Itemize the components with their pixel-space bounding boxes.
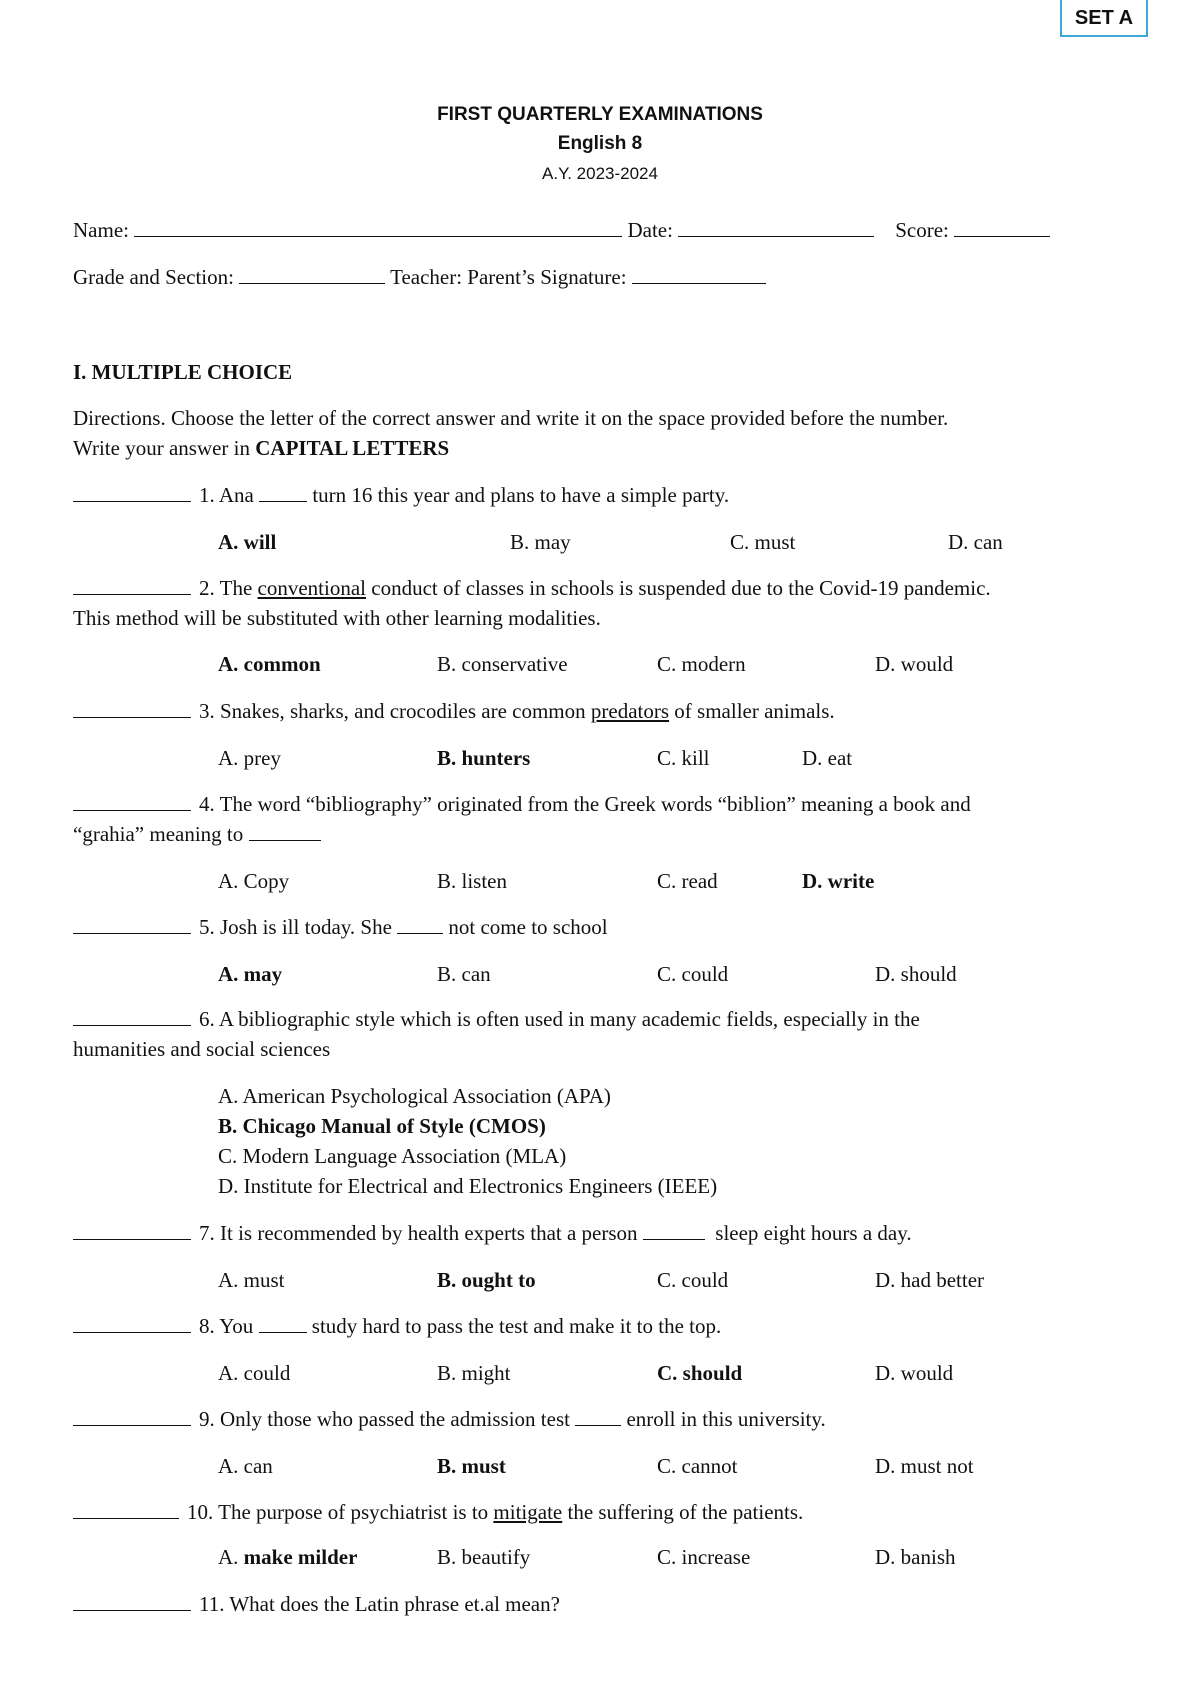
- answer-blank-10[interactable]: [73, 1500, 179, 1519]
- answer-blank-9[interactable]: [73, 1407, 191, 1426]
- grade-label: Grade and Section:: [73, 265, 234, 289]
- q4-line-2: [73, 822, 321, 847]
- q4-line-2-text: “grahia” meaning to: [73, 822, 244, 846]
- q4-option-b: B. listen: [437, 869, 508, 893]
- q1-text-a: 1. Ana: [199, 483, 260, 507]
- q1-text-b: turn 16 this year and plans to have a simple party.: [307, 483, 730, 507]
- question-10: [73, 1500, 803, 1525]
- question-1: [73, 483, 729, 508]
- q10-option-c: C. increase: [657, 1545, 751, 1569]
- q6-option-c: C. Modern Language Association (MLA): [218, 1144, 567, 1168]
- q1-option-b: B. may: [510, 530, 571, 554]
- q6-line-2: humanities and social sciences: [73, 1037, 331, 1061]
- answer-blank-5[interactable]: [73, 915, 191, 934]
- question-8: [73, 1314, 721, 1339]
- q8-option-d: D. would: [875, 1361, 954, 1385]
- q10-option-a-text: make milder: [243, 1545, 358, 1569]
- q10-option-a: [218, 1545, 357, 1570]
- q3-option-d: D. eat: [802, 746, 853, 770]
- q3-option-b: B. hunters: [437, 746, 531, 770]
- score-blank[interactable]: [954, 218, 1050, 237]
- q8-text-a: 8. You: [199, 1314, 259, 1338]
- question-3: [73, 699, 835, 724]
- q2-option-d: D. would: [875, 652, 954, 676]
- q1-option-c: C. must: [730, 530, 796, 554]
- q9-option-c: C. cannot: [657, 1454, 738, 1478]
- question-2: [73, 576, 991, 601]
- exam-subject: English 8: [557, 133, 643, 154]
- q9-option-a: A. can: [218, 1454, 273, 1478]
- q7-text-b: sleep eight hours a day.: [710, 1221, 912, 1245]
- info-line-2: [73, 265, 766, 290]
- q3-underlined-word: predators: [590, 699, 670, 723]
- q9-fill-blank: [575, 1407, 621, 1426]
- name-label: Name:: [73, 218, 129, 242]
- directions-text: Write your answer in: [73, 436, 256, 460]
- q3-text-b: of smaller animals.: [669, 699, 835, 723]
- q2-underlined-word: conventional: [257, 576, 366, 600]
- q8-option-b: B. might: [437, 1361, 511, 1385]
- q10-option-d: D. banish: [875, 1545, 956, 1569]
- grade-blank[interactable]: [239, 265, 385, 284]
- question-9: [73, 1407, 826, 1432]
- q4-text-a: 4. The word “bibliography” originated from the Greek words “biblion” meaning a book and: [199, 792, 971, 816]
- set-label: SET A: [1060, 0, 1148, 37]
- q3-option-c: C. kill: [657, 746, 710, 770]
- q2-text-b: conduct of classes in schools is suspended due to the Covid-19 pandemic.: [366, 576, 991, 600]
- exam-year: A.Y. 2023-2024: [542, 164, 658, 183]
- answer-blank-2[interactable]: [73, 576, 191, 595]
- q7-option-a: A. must: [218, 1268, 285, 1292]
- question-11: [73, 1592, 560, 1617]
- q2-text-a: 2. The: [199, 576, 258, 600]
- name-blank[interactable]: [134, 218, 622, 237]
- q8-text-b: study hard to pass the test and make it to the top.: [306, 1314, 722, 1338]
- q7-text-a: 7. It is recommended by health experts that a person: [199, 1221, 643, 1245]
- answer-blank-1[interactable]: [73, 483, 191, 502]
- question-4: [73, 792, 971, 817]
- answer-blank-3[interactable]: [73, 699, 191, 718]
- q2-option-a: A. common: [218, 652, 321, 676]
- question-5: [73, 915, 608, 940]
- q7-option-c: C. could: [657, 1268, 729, 1292]
- answer-blank-11[interactable]: [73, 1592, 191, 1611]
- q3-text-a: 3. Snakes, sharks, and crocodiles are common: [199, 699, 591, 723]
- q2-option-b: B. conservative: [437, 652, 568, 676]
- q8-option-c: C. should: [657, 1361, 743, 1385]
- directions-line-1: Directions. Choose the letter of the correct answer and write it on the space provided before the number.: [73, 406, 949, 430]
- section-title: I. MULTIPLE CHOICE: [73, 360, 293, 384]
- exam-title: FIRST QUARTERLY EXAMINATIONS: [437, 104, 763, 125]
- answer-blank-8[interactable]: [73, 1314, 191, 1333]
- q6-option-b: B. Chicago Manual of Style (CMOS): [218, 1114, 546, 1138]
- score-label: Score:: [895, 218, 949, 242]
- date-blank[interactable]: [678, 218, 874, 237]
- directions-emphasis: CAPITAL LETTERS: [255, 436, 450, 460]
- q9-text-a: 9. Only those who passed the admission test: [199, 1407, 576, 1431]
- q6-option-a: A. American Psychological Association (APA): [218, 1084, 611, 1108]
- q5-option-a: A. may: [218, 962, 283, 986]
- q9-option-d: D. must not: [875, 1454, 974, 1478]
- date-label: Date:: [627, 218, 673, 242]
- q3-option-a: A. prey: [218, 746, 281, 770]
- q4-option-c: C. read: [657, 869, 718, 893]
- q5-option-d: D. should: [875, 962, 957, 986]
- q1-option-d: D. can: [948, 530, 1003, 554]
- q8-fill-blank: [259, 1314, 307, 1333]
- q4-option-a: A. Copy: [218, 869, 290, 893]
- q4-fill-blank: [249, 822, 321, 841]
- info-line-1: [73, 218, 1050, 243]
- signature-blank[interactable]: [632, 265, 766, 284]
- q1-fill-blank: [259, 483, 307, 502]
- q7-fill-blank: [643, 1221, 705, 1240]
- q5-text-b: not come to school: [443, 915, 608, 939]
- teacher-label: Teacher: Parent’s Signature:: [390, 265, 627, 289]
- q9-option-b: B. must: [437, 1454, 506, 1478]
- q1-option-a: A. will: [218, 530, 277, 554]
- q7-option-d: D. had better: [875, 1268, 985, 1292]
- q5-text-a: 5. Josh is ill today. She: [199, 915, 398, 939]
- q10-option-b: B. beautify: [437, 1545, 531, 1569]
- q2-option-c: C. modern: [657, 652, 746, 676]
- q10-text-a: 10. The purpose of psychiatrist is to: [187, 1500, 494, 1524]
- question-6: [73, 1007, 920, 1032]
- q11-text-a: 11. What does the Latin phrase et.al mean?: [199, 1592, 560, 1616]
- q5-option-c: C. could: [657, 962, 729, 986]
- q5-option-b: B. can: [437, 962, 491, 986]
- q10-text-b: the suffering of the patients.: [562, 1500, 804, 1524]
- answer-blank-6[interactable]: [73, 1007, 191, 1026]
- answer-blank-4[interactable]: [73, 792, 191, 811]
- q9-text-b: enroll in this university.: [621, 1407, 826, 1431]
- q5-fill-blank: [397, 915, 443, 934]
- q4-option-d: D. write: [802, 869, 875, 893]
- question-7: [73, 1221, 912, 1246]
- q8-option-a: A. could: [218, 1361, 291, 1385]
- directions-line-2: [73, 436, 449, 461]
- answer-blank-7[interactable]: [73, 1221, 191, 1240]
- q6-option-d: D. Institute for Electrical and Electronics Engineers (IEEE): [218, 1174, 718, 1198]
- q2-line-2: This method will be substituted with other learning modalities.: [73, 606, 601, 630]
- q10-underlined-word: mitigate: [493, 1500, 563, 1524]
- q10-option-a-letter: A.: [218, 1545, 244, 1569]
- q7-option-b: B. ought to: [437, 1268, 536, 1292]
- q6-text-a: 6. A bibliographic style which is often used in many academic fields, especially in the: [199, 1007, 920, 1031]
